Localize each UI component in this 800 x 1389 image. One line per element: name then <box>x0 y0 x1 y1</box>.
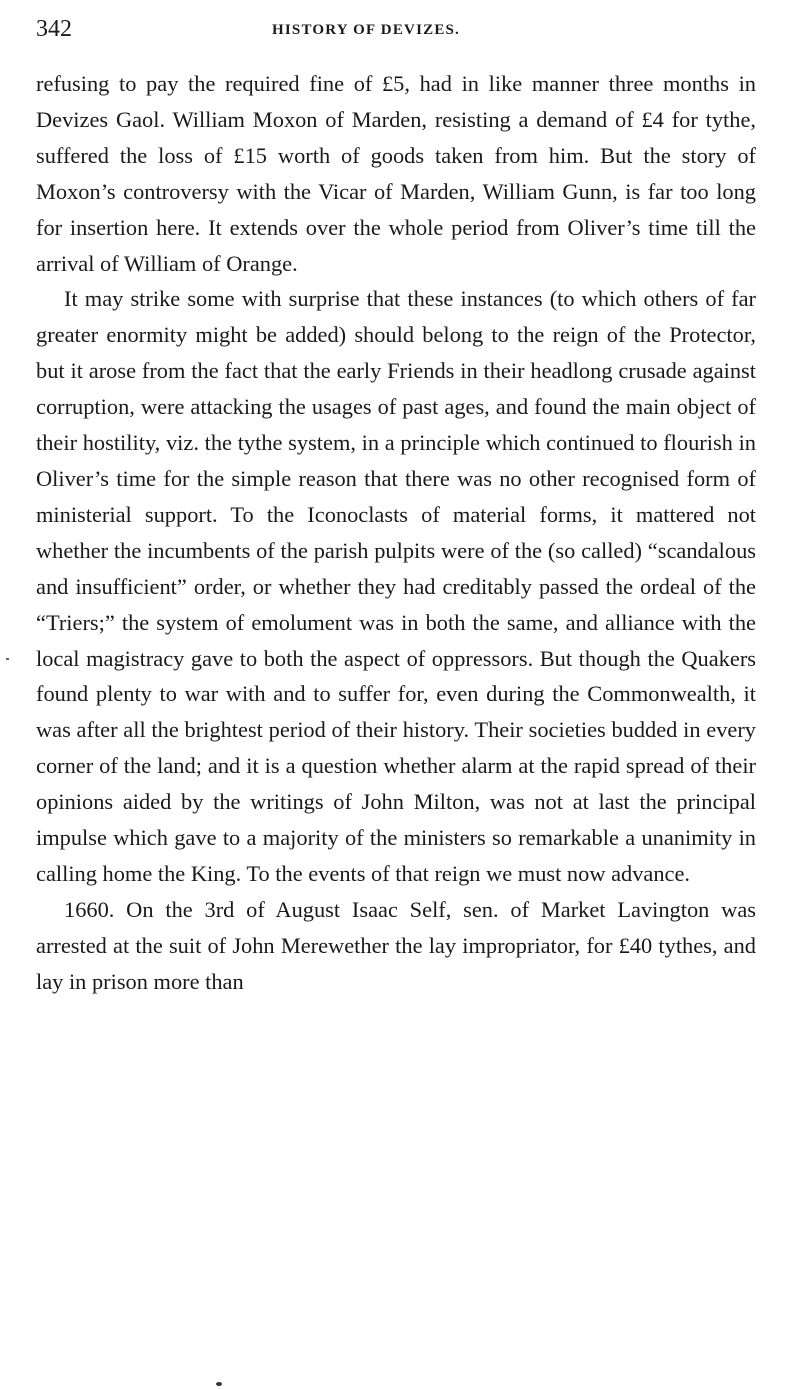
paragraph-1660: 1660. On the 3rd of August Isaac Self, sen. of Market Lavington was arrested at the suit of John Merewether the lay impropriator, for £40 tythes, and lay in prison more than <box>36 896 756 994</box>
running-head <box>36 14 758 44</box>
paragraph-protector: It may strike some with surprise that these instances (to which others of far greater enormity might be added) should belong to the reign of the Protector, but it arose from the fact that the early Friends in their headlong crusade against corruption, were attacking the usages of past ages, and found the main object of their hostility, viz. the tythe system, in a principle which continued to flourish in Oliver’s time for the simple reason that there was no other recognised form of ministerial support. To the Iconoclasts of material forms, it mattered not whether the incumbents of the parish pulpits were of the (so called) “scandalous and insufficient” order, or whether they had creditably passed the ordeal of the “Triers;” the system of emolument was in both the same, and alliance with the local magistracy gave to both the aspect of oppressors. But though the Quakers found plenty to war with and to suffer for, even during the Commonwealth, it was after all the brightest period of their history. Their societies budded in every corner of the land; and it is a question whether alarm at the rapid spread of their opinions aided by the writings of John Milton, was not at last the principal impulse which gave to a majority of the ministers so remarkable a unanimity in calling home the King. To the events of that reign we must now advance. <box>36 286 756 886</box>
body-text <box>36 66 756 1000</box>
paragraph-continued: refusing to pay the required fine of £5, had in like manner three months in Devizes Gaol. William Moxon of Marden, resisting a demand of £4 for tythe, suffered the loss of £15 worth of goods taken from him. But the story of Moxon’s controversy with the Vicar of Marden, William Gunn, is far too long for insertion here. It extends over the whole period from Oliver’s time till the arrival of William of Orange. <box>36 71 756 276</box>
page-number: 342 <box>36 16 72 42</box>
ink-smudge <box>216 1382 222 1386</box>
margin-mark <box>6 658 9 660</box>
running-title: HISTORY OF DEVIZES. <box>272 22 461 38</box>
